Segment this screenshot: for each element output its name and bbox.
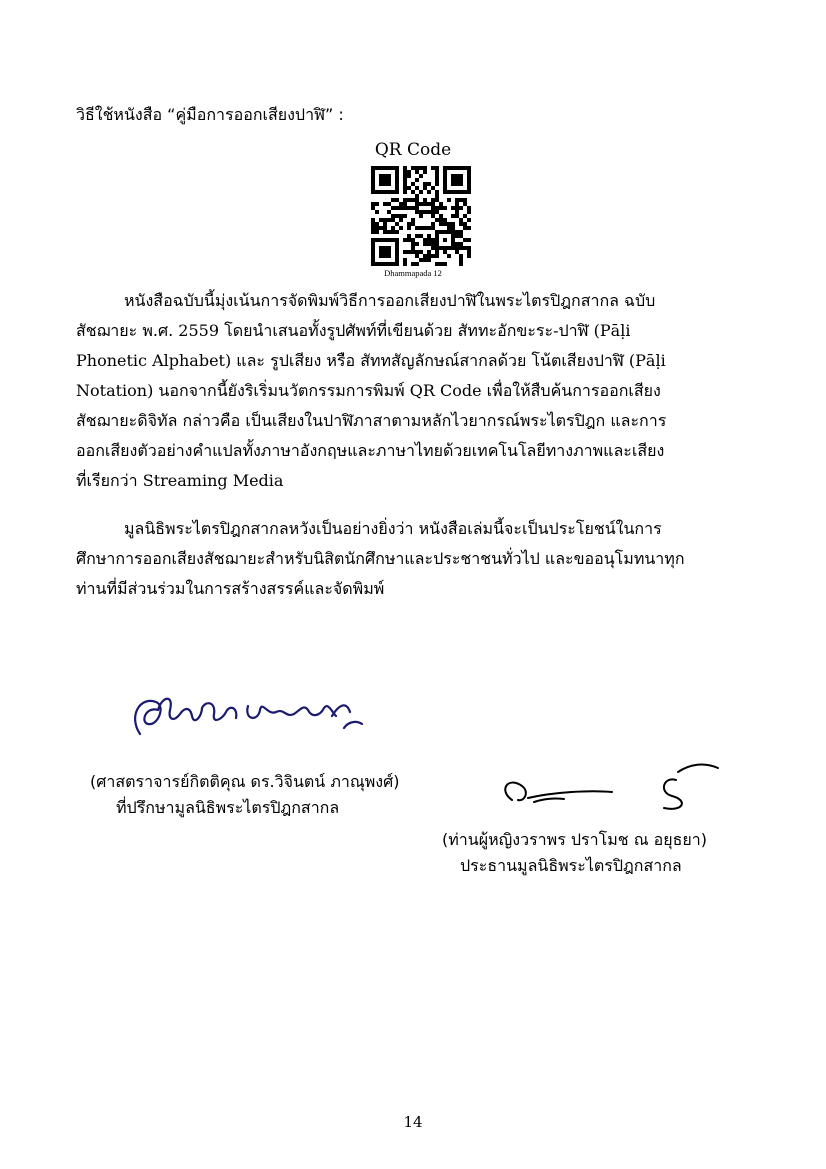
qr-module <box>415 242 419 246</box>
qr-module <box>415 194 419 198</box>
paragraph-1 <box>76 286 750 496</box>
qr-module <box>423 242 427 246</box>
qr-module <box>431 214 435 218</box>
qr-module <box>455 234 459 238</box>
qr-module <box>423 210 427 214</box>
qr-module <box>467 250 471 254</box>
qr-module <box>371 222 375 226</box>
qr-module <box>459 246 463 250</box>
qr-module <box>379 226 383 230</box>
qr-module <box>455 202 459 206</box>
qr-module <box>431 206 435 210</box>
qr-module <box>403 262 407 266</box>
qr-module <box>463 214 467 218</box>
qr-module <box>447 222 451 226</box>
qr-module <box>435 194 439 198</box>
qr-module <box>423 198 427 202</box>
qr-module <box>431 238 435 242</box>
qr-module <box>407 186 411 190</box>
qr-module <box>459 230 463 234</box>
qr-module <box>411 206 415 210</box>
qr-module <box>395 222 399 226</box>
signature-1-handwritten <box>118 676 368 756</box>
qr-module <box>399 226 403 230</box>
qr-module <box>387 230 391 234</box>
qr-module <box>439 222 443 226</box>
qr-module <box>407 222 411 226</box>
qr-module <box>395 198 399 202</box>
qr-module <box>439 262 443 266</box>
qr-module <box>455 242 459 246</box>
qr-module <box>467 210 471 214</box>
qr-module <box>391 230 395 234</box>
qr-module <box>423 258 427 262</box>
qr-module <box>383 230 387 234</box>
qr-module <box>391 198 395 202</box>
qr-module <box>415 202 419 206</box>
qr-module <box>439 206 443 210</box>
signatory-2-name: (ท่านผู้หญิงวราพร ปราโมช ณ อยุธยา) <box>442 830 707 849</box>
qr-module <box>387 202 391 206</box>
qr-module <box>371 218 375 222</box>
qr-code-image[interactable] <box>371 166 471 266</box>
qr-module <box>435 210 439 214</box>
qr-module <box>375 222 379 226</box>
qr-module <box>415 234 419 238</box>
qr-module <box>419 202 423 206</box>
qr-module <box>463 202 467 206</box>
qr-module <box>427 250 431 254</box>
qr-module <box>371 226 375 230</box>
qr-module <box>411 182 415 186</box>
qr-module <box>467 246 471 250</box>
qr-module <box>435 254 439 258</box>
paragraph-1-line: Phonetic Alphabet) และ รูปเสียง หรือ สัททสัญลักษณ์สากลด้วย โน้ตเสียงปาฬิ (Pāḷi <box>76 351 666 370</box>
qr-module <box>423 254 427 258</box>
qr-module <box>419 234 423 238</box>
qr-module <box>403 202 407 206</box>
qr-module <box>431 242 435 246</box>
qr-module <box>427 202 431 206</box>
qr-module <box>451 222 455 226</box>
qr-module <box>431 222 435 226</box>
qr-module <box>391 214 395 218</box>
qr-module <box>459 206 463 210</box>
qr-module <box>459 218 463 222</box>
qr-module <box>467 218 471 222</box>
qr-module <box>403 198 407 202</box>
qr-module <box>435 190 439 194</box>
qr-module <box>431 210 435 214</box>
qr-subcaption: Dhammapada 12 <box>384 268 442 278</box>
qr-module <box>415 178 419 182</box>
qr-module <box>415 262 419 266</box>
paragraph-1-line: สัชฌายะดิจิทัล กล่าวคือ เป็นเสียงในปาฬิภาสาตามหลักไวยากรณ์พระไตรปิฎก และการ <box>76 411 667 430</box>
qr-module <box>399 214 403 218</box>
qr-module <box>447 198 451 202</box>
qr-module <box>415 210 419 214</box>
qr-module <box>435 170 439 174</box>
qr-module <box>435 182 439 186</box>
qr-module <box>435 166 439 170</box>
qr-module <box>459 234 463 238</box>
qr-module <box>435 174 439 178</box>
qr-module <box>407 174 411 178</box>
qr-module <box>443 250 447 254</box>
qr-module <box>383 226 387 230</box>
qr-module <box>403 170 407 174</box>
qr-module <box>459 258 463 262</box>
qr-module <box>415 206 419 210</box>
qr-module <box>431 226 435 230</box>
qr-module <box>415 250 419 254</box>
qr-module <box>403 190 407 194</box>
qr-module <box>419 166 423 170</box>
qr-module <box>459 242 463 246</box>
qr-module <box>419 258 423 262</box>
qr-module <box>403 238 407 242</box>
qr-module <box>411 222 415 226</box>
qr-module <box>439 214 443 218</box>
qr-module <box>383 222 387 226</box>
qr-module <box>463 222 467 226</box>
qr-module <box>427 254 431 258</box>
qr-module <box>423 170 427 174</box>
qr-module <box>423 238 427 242</box>
qr-module <box>399 218 403 222</box>
qr-module <box>415 170 419 174</box>
qr-module <box>435 178 439 182</box>
paragraph-1-line: ที่เรียกว่า Streaming Media <box>76 471 284 490</box>
signatory-1-role: ที่ปรึกษามูลนิธิพระไตรปิฎกสากล <box>116 798 340 817</box>
qr-module <box>383 218 387 222</box>
qr-module <box>427 258 431 262</box>
qr-module <box>403 250 407 254</box>
qr-module <box>459 198 463 202</box>
qr-module <box>419 214 423 218</box>
qr-module <box>415 186 419 190</box>
qr-module <box>443 218 447 222</box>
qr-module <box>399 202 403 206</box>
qr-module <box>375 226 379 230</box>
qr-module <box>463 246 467 250</box>
qr-module <box>431 246 435 250</box>
qr-module <box>427 190 431 194</box>
qr-module <box>451 206 455 210</box>
qr-module <box>435 218 439 222</box>
paragraph-1-line: Notation) นอกจากนี้ยังริเริ่มนวัตกรรมการพิมพ์ QR Code เพื่อให้สืบค้นการออกเสียง <box>76 381 661 400</box>
qr-module <box>419 210 423 214</box>
qr-module <box>467 226 471 230</box>
qr-module <box>387 218 391 222</box>
qr-module <box>403 182 407 186</box>
qr-module <box>411 246 415 250</box>
qr-module <box>415 166 419 170</box>
qr-module <box>439 202 443 206</box>
qr-module <box>447 226 451 230</box>
qr-module <box>423 182 427 186</box>
qr-module <box>427 238 431 242</box>
paragraph-1-line: หนังสือฉบับนี้มุ่งเน้นการจัดพิมพ์วิธีการออกเสียงปาฬิในพระไตรปิฎกสากล ฉบับ <box>124 291 656 310</box>
qr-module <box>399 206 403 210</box>
qr-module <box>379 218 383 222</box>
qr-module <box>455 210 459 214</box>
qr-module <box>407 170 411 174</box>
qr-module <box>467 238 471 242</box>
qr-module <box>395 230 399 234</box>
qr-module <box>459 254 463 258</box>
usage-heading: วิธีใช้หนังสือ “คู่มือการออกเสียงปาฬิ” : <box>76 105 344 124</box>
qr-module <box>371 206 375 210</box>
qr-module <box>407 198 411 202</box>
qr-module <box>415 226 419 230</box>
paragraph-2-line: มูลนิธิพระไตรปิฎกสากลหวังเป็นอย่างยิ่งว่า หนังสือเล่มนี้จะเป็นประโยชน์ในการ <box>124 519 662 538</box>
qr-module <box>455 246 459 250</box>
qr-module <box>431 186 435 190</box>
qr-module <box>403 258 407 262</box>
signatory-1-name: (ศาสตราจารย์กิตติคุณ ดร.วิจินตน์ ภาณุพงศ์) <box>90 772 400 791</box>
page-number: 14 <box>403 1113 423 1131</box>
qr-module <box>423 202 427 206</box>
qr-module <box>427 226 431 230</box>
qr-module <box>383 202 387 206</box>
qr-module <box>411 166 415 170</box>
qr-module <box>423 166 427 170</box>
qr-module <box>375 202 379 206</box>
qr-module <box>435 206 439 210</box>
qr-module <box>411 238 415 242</box>
qr-module <box>403 186 407 190</box>
qr-module <box>443 222 447 226</box>
qr-module <box>427 182 431 186</box>
qr-module <box>447 254 451 258</box>
qr-module <box>451 214 455 218</box>
qr-module <box>459 222 463 226</box>
qr-caption: QR Code <box>374 140 452 160</box>
qr-module <box>435 198 439 202</box>
qr-module <box>423 186 427 190</box>
qr-module <box>419 190 423 194</box>
qr-module <box>455 206 459 210</box>
qr-module <box>403 174 407 178</box>
qr-module <box>459 262 463 266</box>
qr-module <box>431 166 435 170</box>
qr-module <box>463 226 467 230</box>
qr-module <box>431 202 435 206</box>
qr-module <box>451 226 455 230</box>
qr-module <box>403 178 407 182</box>
qr-module <box>463 198 467 202</box>
paragraph-2-line: ศึกษาการออกเสียงสัชฌายะสำหรับนิสิตนักศึกษาและประชาชนทั่วไป และขออนุโมทนาทุก <box>76 549 685 568</box>
qr-module <box>463 238 467 242</box>
qr-module <box>431 254 435 258</box>
qr-module <box>455 250 459 254</box>
qr-module <box>403 206 407 210</box>
qr-module <box>407 234 411 238</box>
qr-module <box>411 190 415 194</box>
qr-module <box>419 174 423 178</box>
qr-module <box>415 198 419 202</box>
qr-module <box>439 218 443 222</box>
qr-module <box>391 218 395 222</box>
qr-module <box>455 230 459 234</box>
qr-module <box>411 218 415 222</box>
qr-module <box>427 210 431 214</box>
qr-module <box>435 262 439 266</box>
qr-module <box>455 214 459 218</box>
qr-module <box>443 262 447 266</box>
signatory-2-role: ประธานมูลนิธิพระไตรปิฎกสากล <box>460 856 682 875</box>
qr-module <box>419 250 423 254</box>
qr-module <box>371 230 375 234</box>
qr-module <box>435 250 439 254</box>
qr-module <box>403 166 407 170</box>
qr-module <box>407 226 411 230</box>
qr-module <box>467 206 471 210</box>
qr-module <box>415 254 419 258</box>
qr-module <box>467 254 471 258</box>
qr-module <box>427 234 431 238</box>
paragraph-2-line: ท่านที่มีส่วนร่วมในการสร้างสรรค์และจัดพิมพ์ <box>76 579 385 598</box>
qr-module <box>427 242 431 246</box>
qr-module <box>411 242 415 246</box>
qr-module <box>387 210 391 214</box>
qr-module <box>443 206 447 210</box>
qr-module <box>419 226 423 230</box>
qr-module <box>395 206 399 210</box>
paragraph-2 <box>76 514 750 604</box>
qr-module <box>411 262 415 266</box>
qr-module <box>403 214 407 218</box>
qr-module <box>407 206 411 210</box>
qr-module <box>371 202 375 206</box>
qr-module <box>375 210 379 214</box>
signature-2-handwritten <box>494 752 724 822</box>
qr-module <box>395 214 399 218</box>
qr-module <box>407 238 411 242</box>
paragraph-1-line: ออกเสียงตัวอย่างคำแปลทั้งภาษาอังกฤษและภาษาไทยด้วยเทคโนโลยีทางภาพและเสียง <box>76 441 665 460</box>
qr-module <box>407 250 411 254</box>
qr-module <box>423 226 427 230</box>
paragraph-1-line: สัชฌายะ พ.ศ. 2559 โดยนำเสนอทั้งรูปศัพท์ที่เขียนด้วย สัททะอักขะระ-ปาฬิ (Pāḷi <box>76 321 631 340</box>
qr-module <box>431 198 435 202</box>
qr-module <box>391 226 395 230</box>
qr-module <box>455 198 459 202</box>
qr-module <box>391 206 395 210</box>
qr-module <box>411 250 415 254</box>
qr-module <box>375 230 379 234</box>
qr-module <box>411 198 415 202</box>
